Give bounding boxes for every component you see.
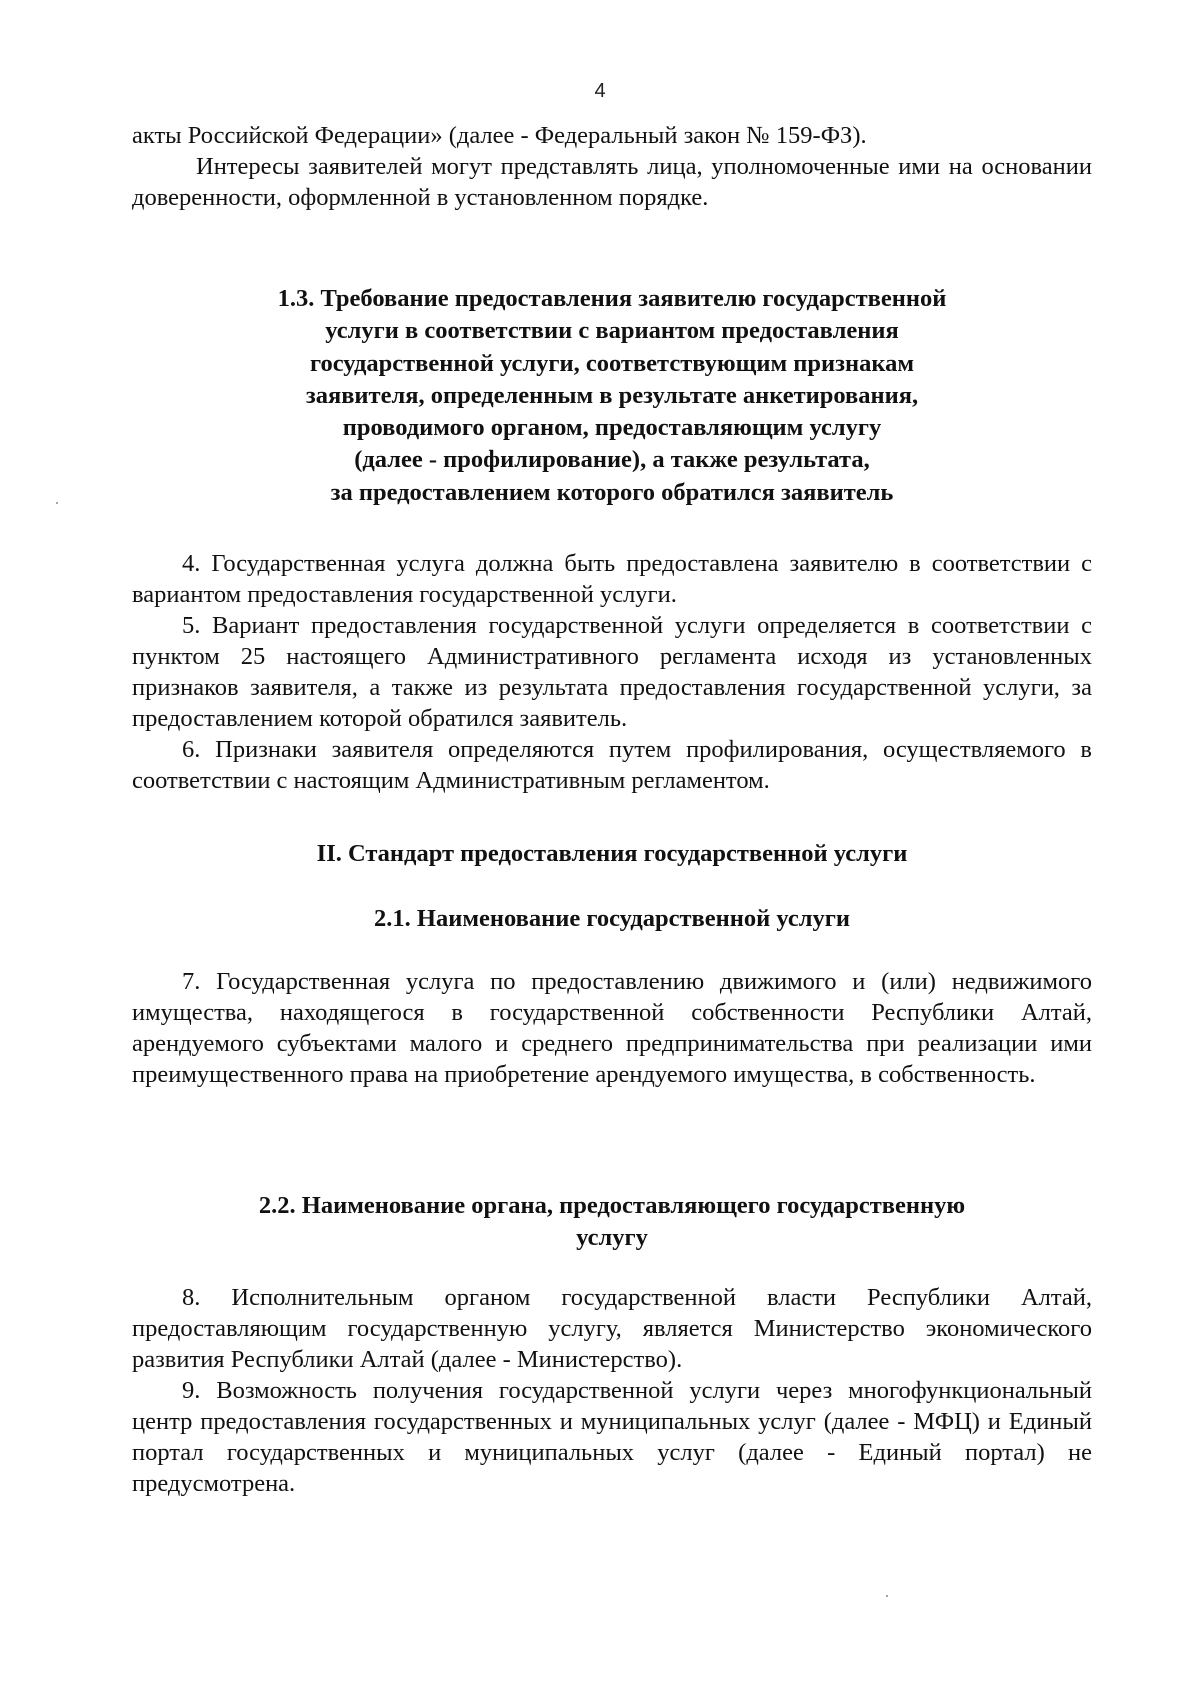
clause-7: 7. Государственная услуга по предоставлению движимого и (или) недвижимого имущества, находящегося в государственной собственности Республики Алтай, арендуемого субъектами малого и среднего предпринимательства при реализации ими преимущественного права на приобретение арендуемого имущества, в собственность. [132,968,1092,1088]
section-1-3-heading [132,283,1092,509]
intro-paragraph-2: Интересы заявителей могут представлять лица, уполномоченные ими на основании доверенности, оформленной в установленном порядке. [132,153,1092,211]
intro-block [132,120,1092,213]
heading-line: проводимого органом, предоставляющим услугу [342,414,882,442]
heading-line: за предоставлением которого обратился заявитель [330,478,894,506]
heading-line: заявителя, определенным в результате анкетирования, [305,381,919,409]
page-number: 4 [594,80,606,102]
clause-6: 6. Признаки заявителя определяются путем профилирования, осуществляемого в соответствии с настоящим Административным регламентом. [132,736,1092,794]
clause-9: 9. Возможность получения государственной услуги через многофункциональный центр предоставления государственных и муниципальных услуг (далее - МФЦ) и Единый портал государственных и муниципальных услуг (далее - Единый портал) не предусмотрена. [132,1377,1092,1497]
section-1-3-body [132,548,1092,796]
section-2-1-heading: 2.1. Наименование государственной услуги [374,905,850,932]
section-2-1-body [132,966,1092,1090]
section-2-2-body [132,1282,1092,1499]
scan-speck [56,502,58,504]
clause-8: 8. Исполнительным органом государственной власти Республики Алтай, предоставляющим государственную услугу, является Министерство экономического развития Республики Алтай (далее - Министерство). [132,1284,1092,1373]
section-2-2-heading [132,1190,1092,1255]
clause-4: 4. Государственная услуга должна быть предоставлена заявителю в соответствии с вариантом предоставления государственной услуги. [132,550,1092,608]
heading-line: 2.2. Наименование органа, предоставляющего государственную [258,1192,966,1219]
scan-speck [886,1595,888,1597]
heading-line: (далее - профилирование), а также результата, [354,446,870,474]
heading-line: услугу [576,1224,648,1252]
clause-5: 5. Вариант предоставления государственной услуги определяется в соответствии с пунктом 25 настоящего Административного регламента исходя из установленных признаков заявителя, а также из результата предоставления государственной услуги, за предоставлением которой обратился заявитель. [132,612,1092,732]
heading-line: 1.3. Требование предоставления заявителю государственной [277,285,947,312]
heading-line: государственной услуги, соответствующим признакам [309,349,915,377]
heading-line: услуги в соответствии с вариантом предоставления [325,317,899,345]
intro-paragraph-1: акты Российской Федерации» (далее - Федеральный закон № 159-ФЗ). [132,122,867,149]
section-II-heading: II. Стандарт предоставления государственной услуги [316,840,908,867]
